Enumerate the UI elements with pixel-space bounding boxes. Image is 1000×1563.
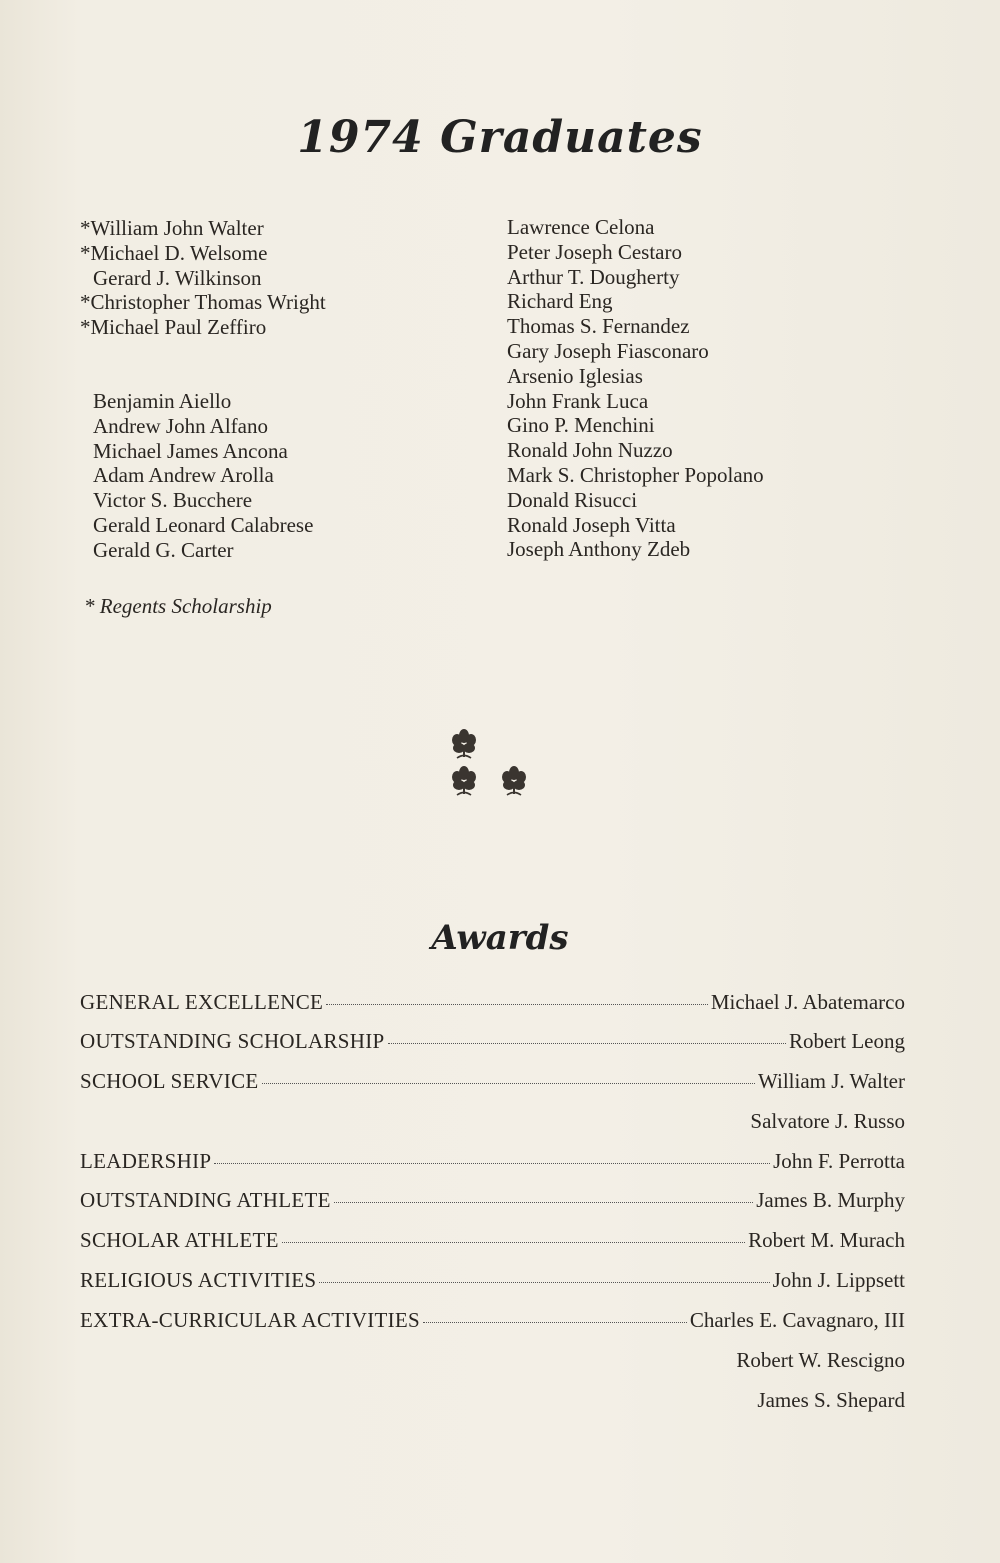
- award-winner: Charles E. Cavagnaro, III: [689, 1308, 905, 1332]
- graduates-right-column: [507, 215, 764, 562]
- award-winner: Michael J. Abatemarco: [710, 990, 905, 1014]
- award-winner: William J. Walter: [758, 1069, 905, 1093]
- dot-leader: [334, 1202, 754, 1203]
- graduate-name: *Christopher Thomas Wright: [80, 290, 326, 315]
- dot-leader: [326, 1004, 708, 1005]
- dot-leader: [282, 1242, 745, 1243]
- regents-footnote: * Regents Scholarship: [84, 594, 272, 618]
- dot-leader: [423, 1322, 687, 1323]
- award-winner: Robert Leong: [788, 1029, 905, 1053]
- graduate-name: Gerard J. Wilkinson: [93, 265, 262, 290]
- graduate-name: Joseph Anthony Zdeb: [507, 537, 691, 562]
- award-label: LEADERSHIP: [80, 1149, 212, 1173]
- graduate-name: Donald Risucci: [507, 487, 638, 512]
- awards-heading: Awards: [431, 918, 569, 958]
- dot-leader: [388, 1043, 786, 1044]
- award-row-scholar-athlete: [80, 1228, 905, 1256]
- graduate-name: Gino P. Menchini: [507, 413, 655, 438]
- graduate-name: Victor S. Bucchere: [93, 488, 253, 513]
- graduate-name: *Michael Paul Zeffiro: [80, 315, 267, 340]
- award-row-general-excellence: [80, 990, 905, 1018]
- graduate-name: John Frank Luca: [507, 388, 649, 413]
- award-winner: Salvatore J. Russo: [750, 1109, 905, 1133]
- award-row-outstanding-athlete: [80, 1188, 905, 1216]
- graduate-name: *Michael D. Welsome: [80, 240, 268, 265]
- graduate-name: Gerald G. Carter: [93, 537, 234, 562]
- dot-leader: [214, 1163, 770, 1164]
- award-row-school-service: [80, 1069, 905, 1097]
- award-label: RELIGIOUS ACTIVITIES: [80, 1268, 317, 1292]
- graduate-name: *William John Walter: [80, 216, 264, 240]
- graduate-name: Arsenio Iglesias: [507, 363, 643, 388]
- graduate-name: Benjamin Aiello: [93, 388, 232, 413]
- graduate-name: Andrew John Alfano: [93, 413, 268, 438]
- graduate-name: Mark S. Christopher Popolano: [507, 462, 764, 487]
- award-row-extra-curricular-activities: [80, 1308, 905, 1336]
- graduate-name: Arthur T. Dougherty: [507, 264, 680, 289]
- graduate-name: Richard Eng: [507, 289, 613, 314]
- graduate-name: Thomas S. Fernandez: [507, 314, 690, 339]
- award-winner: Robert W. Rescigno: [736, 1348, 905, 1372]
- award-winner: Robert M. Murach: [748, 1228, 905, 1252]
- dot-leader: [319, 1282, 769, 1283]
- graduate-name: Lawrence Celona: [507, 215, 655, 239]
- award-row-religious-activities: [80, 1268, 905, 1296]
- graduate-name: Gary Joseph Fiasconaro: [507, 338, 709, 363]
- graduate-name: Ronald Joseph Vitta: [507, 512, 676, 537]
- graduate-name: Peter Joseph Cestaro: [507, 239, 682, 264]
- award-label: GENERAL EXCELLENCE: [80, 990, 324, 1014]
- dot-leader: [262, 1083, 756, 1084]
- column-spacer: [80, 340, 326, 389]
- page-title: 1974 Graduates: [297, 112, 703, 163]
- graduate-name: Adam Andrew Arolla: [93, 463, 274, 488]
- award-row-outstanding-scholarship: [80, 1029, 905, 1057]
- graduate-name: Gerald Leonard Calabrese: [93, 512, 314, 537]
- award-row-leadership: [80, 1149, 905, 1177]
- award-winner: James B. Murphy: [756, 1188, 905, 1212]
- award-label: SCHOLAR ATHLETE: [80, 1228, 279, 1252]
- award-label: EXTRA-CURRICULAR ACTIVITIES: [80, 1308, 421, 1332]
- graduates-left-column: [80, 216, 326, 563]
- graduate-name: Ronald John Nuzzo: [507, 438, 673, 463]
- award-winner: James S. Shepard: [757, 1388, 905, 1412]
- award-winner: John F. Perrotta: [773, 1149, 905, 1173]
- award-label: OUTSTANDING ATHLETE: [80, 1188, 331, 1212]
- graduate-name: Michael James Ancona: [93, 438, 288, 463]
- award-label: OUTSTANDING SCHOLARSHIP: [80, 1029, 385, 1053]
- award-label: SCHOOL SERVICE: [80, 1069, 259, 1093]
- floral-ornament-icon: [444, 724, 534, 804]
- award-winner: John J. Lippsett: [772, 1268, 905, 1292]
